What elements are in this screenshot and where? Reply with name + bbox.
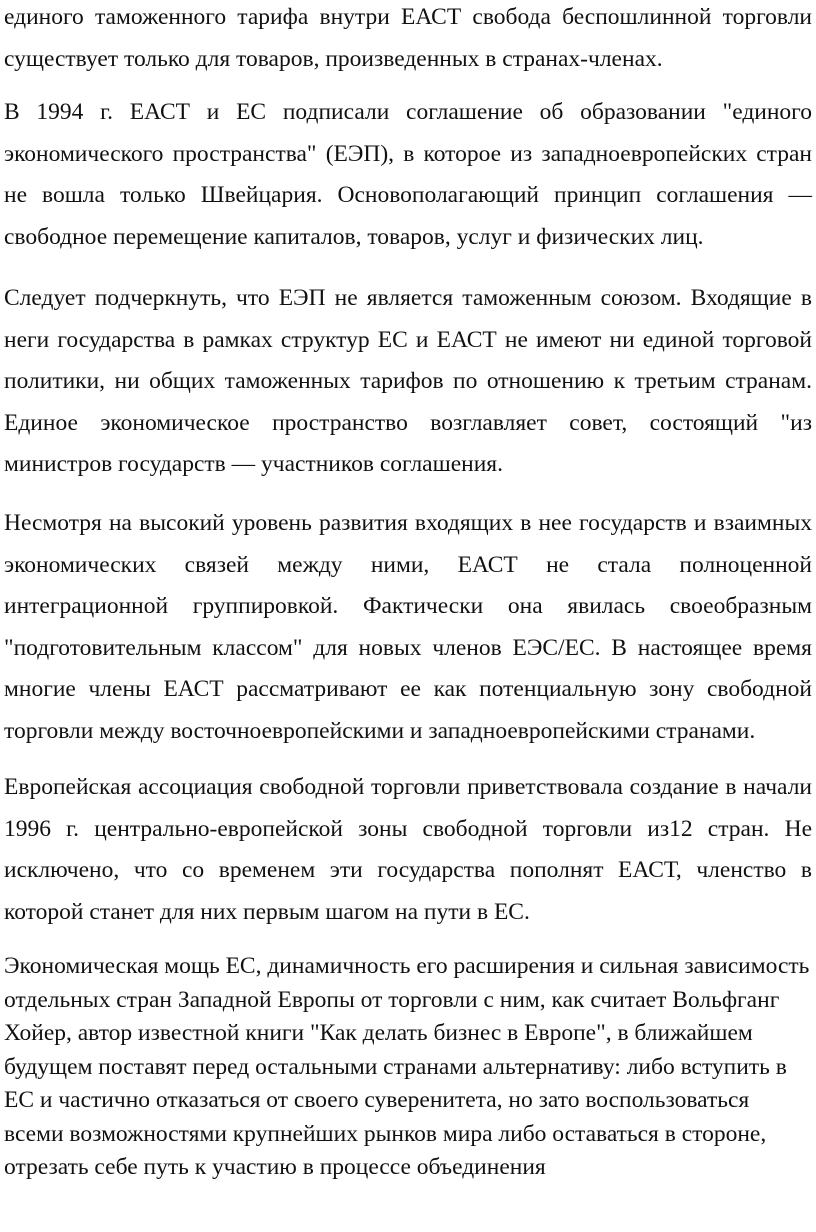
paragraph-5: Европейская ассоциация свободной торговли приветствовала создание в начали 1996 г. центрально-европейской зоны свободной торговли из12 стран. Не исключено, что со временем эти государства пополнят ЕАСТ, членство в которой станет для них первым шагом на пути в ЕС. bbox=[4, 774, 812, 925]
paragraph-2: В 1994 г. ЕАСТ и ЕС подписали соглашение об образовании "единого экономического пространства" (ЕЭП), в которое из западноевропейских стран не вошла только Швейцария. Основополагающий принцип соглашения — свободное перемещение капиталов, товаров, услуг и физических лиц. bbox=[4, 99, 812, 250]
paragraph-3: Следует подчеркнуть, что ЕЭП не является таможенным союзом. Входящие в неги государства в рамках структур ЕС и ЕАСТ не имеют ни единой торговой политики, ни общих таможенных тарифов по отношению к третьим странам. Единое экономическое пространство возглавляет совет, состоящий "из министров государств — участников соглашения. bbox=[4, 285, 812, 478]
paragraph-6: Экономическая мощь ЕС, динамичность его расширения и сильная зависимость отдельных стран Западной Европы от торговли с ним, как считает Вольфганг Хойер, автор известной книги "Как делать бизнес в Европе", в ближайшем будущем поставят перед остальными странами альтернативу: либо вступить в ЕС и частично отказаться от своего суверенитета, но зато воспользоваться всеми возможностями крупнейших рынков мира либо оставаться в стороне, отрезать себе путь к участию в процессе объединения bbox=[4, 953, 810, 1180]
paragraph-4: Несмотря на высокий уровень развития входящих в нее государств и взаимных экономических связей между ними, ЕАСТ не стала полноценной интеграционной группировкой. Фактически она явилась своеобразным "подготовительным классом" для новых членов ЕЭС/ЕС. В настоящее время многие члены ЕАСТ рассматривают ее как потенциальную зону свободной торговли между восточноевропейскими и западноевропейскими странами. bbox=[4, 510, 812, 744]
paragraph-1: единого таможенного тарифа внутри ЕАСТ свобода беспошлинной торговли существует только для товаров, произведенных в странах-членах. bbox=[4, 4, 812, 72]
